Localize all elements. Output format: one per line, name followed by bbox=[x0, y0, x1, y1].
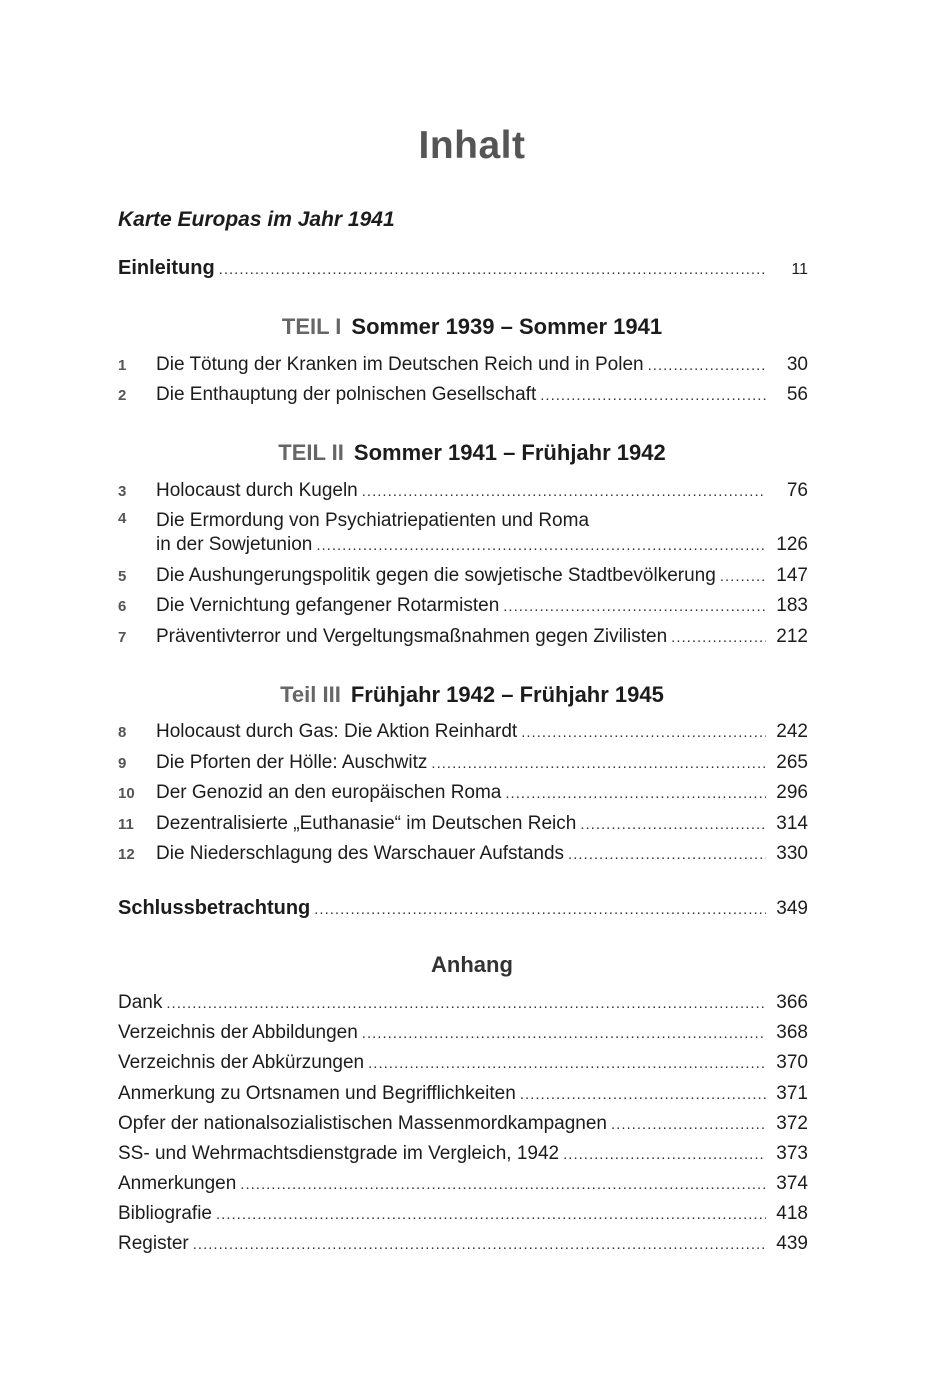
chapter-title: Holocaust durch Gas: Die Aktion Reinhardt bbox=[156, 721, 518, 742]
chapter-title: Die Vernichtung gefangener Rotarmisten bbox=[156, 595, 500, 616]
page-number: 242 bbox=[776, 721, 808, 742]
chapter-title: Dezentralisierte „Euthanasie“ im Deutschen Reich bbox=[156, 813, 577, 834]
appendix-entry-label: Bibliografie bbox=[118, 1203, 212, 1224]
appendix-entry[interactable] bbox=[118, 1083, 808, 1109]
appendix-entry-label: Verzeichnis der Abbildungen bbox=[118, 1022, 358, 1043]
toc-entry-chapter-7[interactable] bbox=[118, 626, 808, 652]
page-number: 439 bbox=[776, 1233, 808, 1254]
chapter-number: 6 bbox=[118, 598, 127, 615]
page-number: 418 bbox=[776, 1203, 808, 1224]
page-title: Inhalt bbox=[418, 124, 526, 167]
page-number: 368 bbox=[776, 1022, 808, 1043]
page-number: 370 bbox=[776, 1052, 808, 1073]
part-title: Sommer 1941 – Frühjahr 1942 bbox=[353, 440, 666, 465]
page-number: 265 bbox=[776, 752, 808, 773]
appendix-entry[interactable] bbox=[118, 1203, 808, 1229]
toc-entry-chapter-1[interactable] bbox=[118, 354, 808, 380]
page-number: 183 bbox=[776, 595, 808, 616]
leader-dots bbox=[671, 629, 766, 646]
chapter-number: 3 bbox=[118, 483, 127, 500]
part-heading-2 bbox=[0, 440, 944, 466]
chapter-title: Die Niederschlagung des Warschauer Aufstands bbox=[156, 843, 565, 864]
toc-entry-chapter-6[interactable] bbox=[118, 595, 808, 621]
page-number: 30 bbox=[786, 354, 808, 375]
leader-dots bbox=[505, 785, 766, 802]
chapter-number: 12 bbox=[118, 846, 135, 863]
leader-dots bbox=[362, 1025, 766, 1042]
leader-dots bbox=[540, 387, 766, 404]
toc-entry-conclusion[interactable] bbox=[118, 897, 808, 923]
toc-entry-label: Einleitung bbox=[118, 257, 215, 279]
appendix-entry[interactable] bbox=[118, 1052, 808, 1078]
page-number: 330 bbox=[776, 843, 808, 864]
appendix-entry-label: Verzeichnis der Abkürzungen bbox=[118, 1052, 365, 1073]
chapter-title: Die Pforten der Hölle: Auschwitz bbox=[156, 752, 428, 773]
leader-dots bbox=[648, 357, 766, 374]
page-number: 212 bbox=[776, 626, 808, 647]
part-label: Teil III bbox=[280, 682, 341, 707]
page-number: 373 bbox=[776, 1143, 808, 1164]
toc-entry-chapter-5[interactable] bbox=[118, 565, 808, 591]
page-number: 366 bbox=[776, 992, 808, 1013]
appendix-entry[interactable] bbox=[118, 1143, 808, 1169]
appendix-entry[interactable] bbox=[118, 1173, 808, 1199]
toc-entry-chapter-12[interactable] bbox=[118, 843, 808, 869]
chapter-number: 2 bbox=[118, 387, 127, 404]
appendix-entry-label: Opfer der nationalsozialistischen Massenmordkampagnen bbox=[118, 1113, 607, 1134]
leader-dots bbox=[580, 816, 766, 833]
page-number: 372 bbox=[776, 1113, 808, 1134]
toc-entry-chapter-4[interactable] bbox=[156, 534, 808, 560]
appendix-entry[interactable] bbox=[118, 992, 808, 1018]
leader-dots bbox=[219, 261, 766, 278]
chapter-title: Die Aushungerungspolitik gegen die sowjetische Stadtbevölkerung bbox=[156, 565, 716, 586]
part-title: Sommer 1939 – Sommer 1941 bbox=[351, 314, 663, 339]
chapter-number: 8 bbox=[118, 724, 127, 741]
leader-dots bbox=[503, 598, 766, 615]
chapter-title: Die Enthauptung der polnischen Gesellschaft bbox=[156, 384, 537, 405]
leader-dots bbox=[166, 995, 766, 1012]
page-number: 147 bbox=[776, 565, 808, 586]
chapter-4-title-line1[interactable] bbox=[118, 510, 590, 532]
chapter-number: 5 bbox=[118, 568, 127, 585]
part-heading-1 bbox=[0, 314, 944, 340]
chapter-number: 11 bbox=[118, 816, 134, 833]
chapter-title: Holocaust durch Kugeln bbox=[156, 480, 358, 501]
page-number: 296 bbox=[776, 782, 808, 803]
leader-dots bbox=[240, 1176, 766, 1193]
leader-dots bbox=[316, 537, 766, 554]
leader-dots bbox=[520, 1086, 766, 1103]
chapter-number: 9 bbox=[118, 755, 127, 772]
toc-entry-chapter-8[interactable] bbox=[118, 721, 808, 747]
leader-dots bbox=[521, 724, 766, 741]
chapter-title: Präventivterror und Vergeltungsmaßnahmen gegen Zivilisten bbox=[156, 626, 668, 647]
part-label: TEIL I bbox=[281, 314, 342, 339]
toc-entry-chapter-3[interactable] bbox=[118, 480, 808, 506]
toc-entry-chapter-2[interactable] bbox=[118, 384, 808, 410]
toc-entry-chapter-10[interactable] bbox=[118, 782, 808, 808]
appendix-entry[interactable] bbox=[118, 1233, 808, 1259]
appendix-entry-label: Anmerkung zu Ortsnamen und Begrifflichkeiten bbox=[118, 1083, 516, 1104]
part-title: Frühjahr 1942 – Frühjahr 1945 bbox=[350, 682, 664, 707]
page-number: 126 bbox=[776, 534, 808, 555]
leader-dots bbox=[216, 1206, 766, 1223]
chapter-number: 1 bbox=[118, 357, 127, 374]
leader-dots bbox=[563, 1146, 766, 1163]
chapter-title: Der Genozid an den europäischen Roma bbox=[156, 782, 502, 803]
page-number: 371 bbox=[776, 1083, 808, 1104]
appendix-entry-label: Dank bbox=[118, 992, 163, 1013]
leader-dots bbox=[431, 755, 766, 772]
appendix-entry-label: Register bbox=[118, 1233, 189, 1254]
chapter-number: 10 bbox=[118, 785, 135, 802]
chapter-number: 4 bbox=[118, 510, 127, 527]
page-number: 11 bbox=[791, 261, 808, 278]
page-number: 314 bbox=[776, 813, 808, 834]
map-entry[interactable]: Karte Europas im Jahr 1941 bbox=[118, 208, 395, 231]
leader-dots bbox=[362, 483, 766, 500]
appendix-entry-label: Anmerkungen bbox=[118, 1173, 237, 1194]
page-number: 374 bbox=[776, 1173, 808, 1194]
leader-dots bbox=[193, 1236, 766, 1253]
appendix-entry[interactable] bbox=[118, 1113, 808, 1139]
leader-dots bbox=[568, 846, 766, 863]
part-label: TEIL II bbox=[278, 440, 344, 465]
part-heading-3 bbox=[0, 682, 944, 708]
toc-entry-intro[interactable] bbox=[118, 257, 808, 283]
toc-entry-chapter-11[interactable] bbox=[118, 813, 808, 839]
appendix-heading: Anhang bbox=[431, 952, 513, 977]
appendix-entry[interactable] bbox=[118, 1022, 808, 1048]
leader-dots bbox=[720, 568, 766, 585]
chapter-title: Die Tötung der Kranken im Deutschen Reich und in Polen bbox=[156, 354, 644, 375]
chapter-title-continued: in der Sowjetunion bbox=[156, 534, 313, 555]
appendix-entry-label: SS- und Wehrmachtsdienstgrade im Vergleich, 1942 bbox=[118, 1143, 560, 1164]
chapter-title: Die Ermordung von Psychiatriepatienten und Roma bbox=[156, 510, 590, 531]
toc-entry-chapter-9[interactable] bbox=[118, 752, 808, 778]
page-number: 56 bbox=[786, 384, 808, 405]
leader-dots bbox=[314, 901, 766, 918]
leader-dots bbox=[368, 1055, 766, 1072]
leader-dots bbox=[611, 1116, 766, 1133]
chapter-number: 7 bbox=[118, 629, 127, 646]
toc-entry-label: Schlussbetrachtung bbox=[118, 897, 311, 919]
page-number: 76 bbox=[786, 480, 808, 501]
page-number: 349 bbox=[776, 898, 808, 919]
